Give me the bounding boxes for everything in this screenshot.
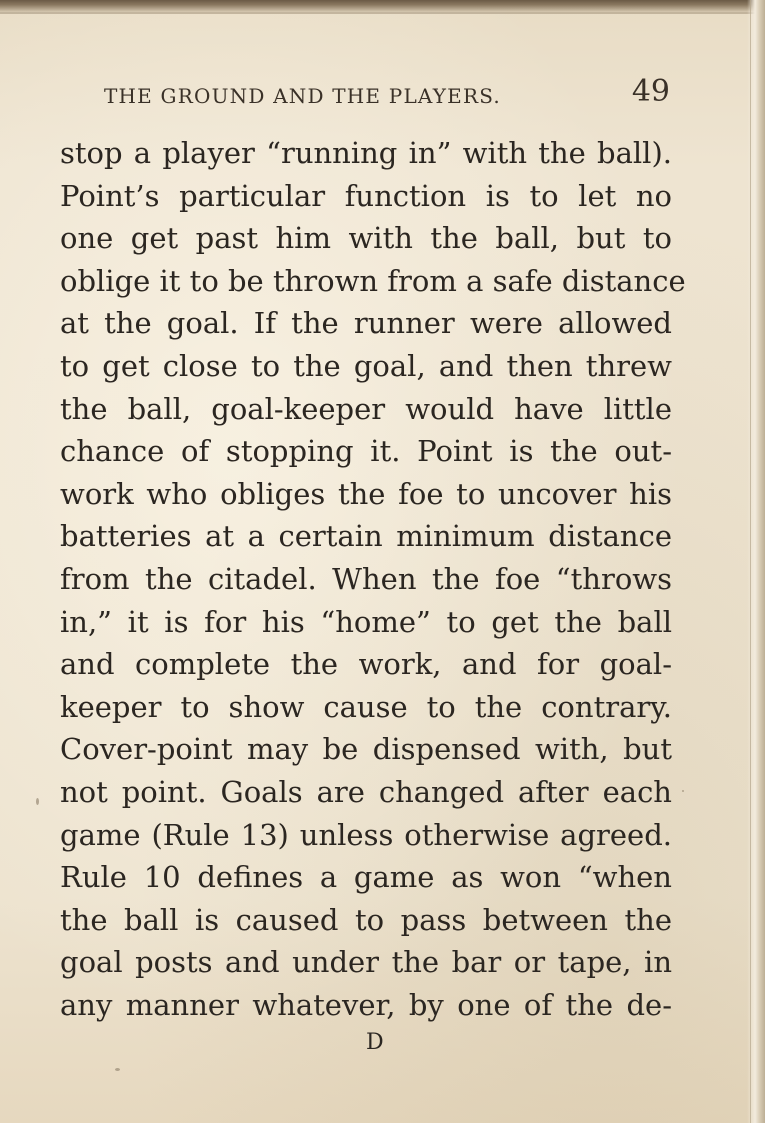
- page-top-edge: [0, 0, 765, 12]
- paper-speck: [682, 790, 684, 792]
- text-line: the ball, goal-keeper would have little: [60, 391, 672, 426]
- text-line: at the goal. If the runner were allowed: [60, 306, 672, 341]
- text-line: any manner whatever, by one of the de-: [60, 987, 672, 1022]
- text-line: Rule 10 defines a game as won “when: [60, 860, 672, 895]
- text-line: the ball is caused to pass between the: [60, 902, 672, 937]
- text-line: batteries at a certain minimum distance: [60, 519, 672, 554]
- text-line: goal posts and under the bar or tape, in: [60, 945, 672, 980]
- paper-speck: [115, 1068, 120, 1071]
- page-header: [104, 74, 670, 114]
- text-line: work who obliges the foe to uncover his: [60, 476, 672, 511]
- text-line: to get close to the goal, and then threw: [60, 348, 672, 383]
- text-line: in,” it is for his “home” to get the ball: [60, 604, 672, 639]
- body-text: [60, 132, 686, 1026]
- running-title: THE GROUND AND THE PLAYERS.: [104, 84, 501, 108]
- paper-speck: [36, 798, 39, 805]
- text-line: oblige it to be thrown from a safe distance: [60, 263, 686, 298]
- text-line: Cover-point may be dispensed with, but: [60, 732, 672, 767]
- page-gutter-line: [750, 0, 751, 1123]
- text-line: stop a player “running in” with the ball).: [60, 136, 672, 170]
- page-number: 49: [631, 74, 670, 109]
- text-line: game (Rule 13) unless otherwise agreed.: [60, 817, 672, 852]
- text-line: and complete the work, and for goal-: [60, 647, 672, 682]
- text-line: not point. Goals are changed after each: [60, 774, 672, 809]
- signature-mark: D: [366, 1030, 385, 1055]
- text-line: Point’s particular function is to let no: [60, 178, 672, 213]
- text-line: from the citadel. When the foe “throws: [60, 561, 672, 596]
- text-line: one get past him with the ball, but to: [60, 221, 672, 256]
- text-line: chance of stopping it. Point is the out-: [60, 434, 672, 469]
- text-line: keeper to show cause to the contrary.: [60, 689, 672, 724]
- page-top-rule: [0, 12, 765, 14]
